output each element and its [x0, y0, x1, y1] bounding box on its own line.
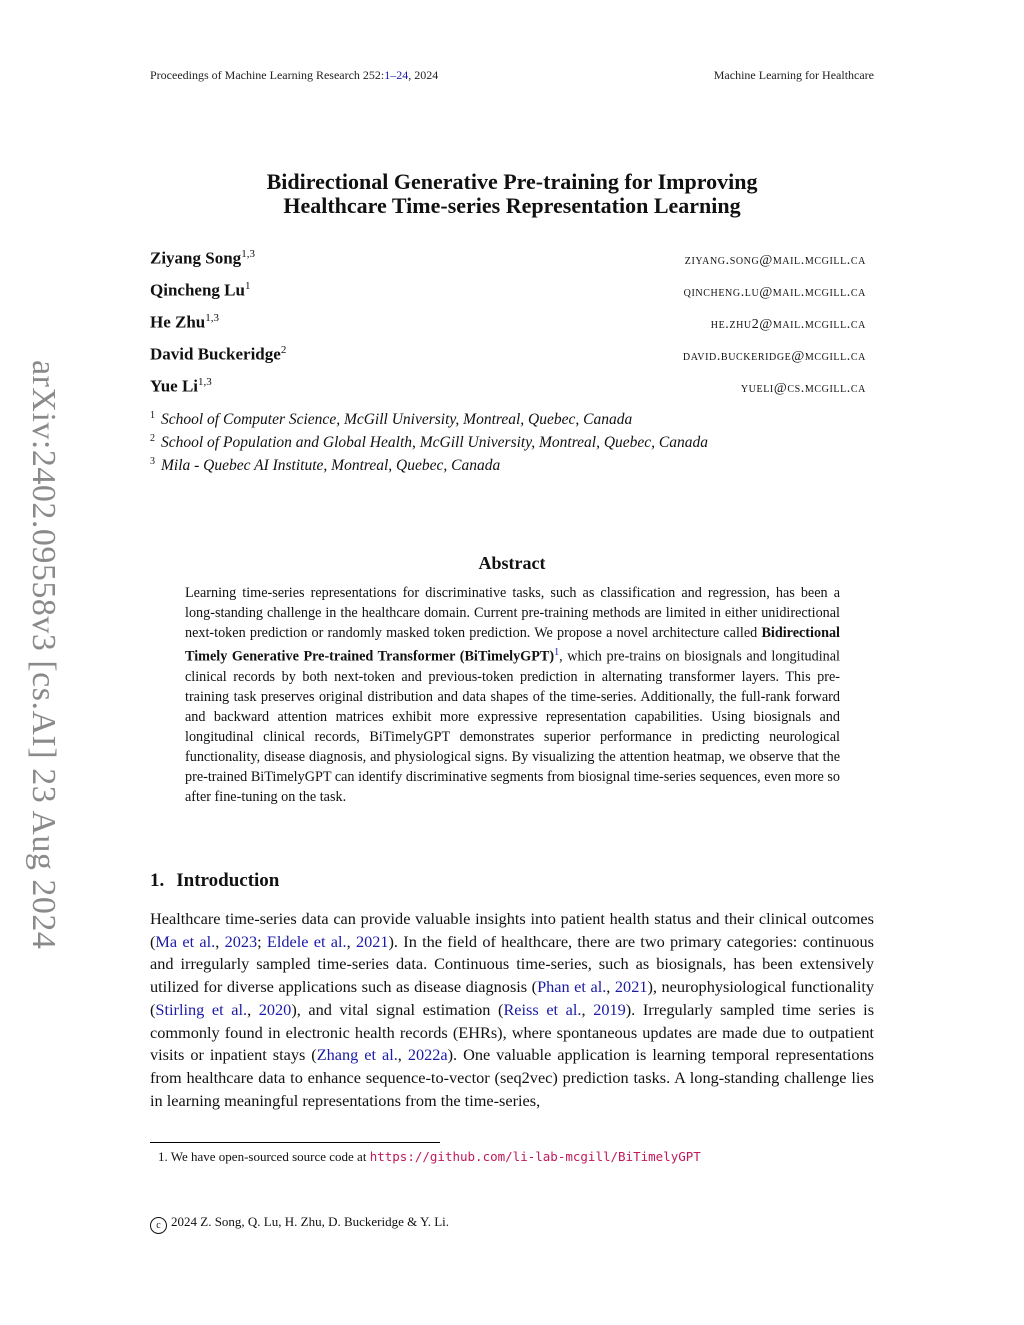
author-affiliation-mark: 1	[244, 280, 251, 292]
citation-link[interactable]: Zhang et al.	[316, 1045, 398, 1065]
author-email: ziyang.song@mail.mcgill.ca	[684, 252, 866, 268]
paper-title	[150, 170, 874, 218]
citation-link[interactable]: Phan et al.	[537, 977, 607, 997]
author-name: David Buckeridge$^2$	[150, 344, 287, 364]
abstract-heading: Abstract	[478, 553, 546, 573]
author-email: yueli@cs.mcgill.ca	[740, 380, 866, 396]
citation-link[interactable]: Ma et al.	[155, 931, 216, 951]
author-affiliation-mark: 1,3	[205, 312, 220, 324]
footnote-divider	[150, 1142, 440, 1143]
author-affiliation-mark: 1,3	[198, 376, 212, 388]
author-name: Yue Li$^{1,3}$	[150, 376, 212, 396]
author-name: Qincheng Lu$^1$	[150, 280, 251, 300]
introduction-paragraph: Healthcare time-series data can provide valuable insights into patient health status and their clinical outcomes (Ma et al., 2023; Eldele et al., 2021). In the field of healthcare, there are two primary categories: continuous and irregularly sampled time-series data. Continuous time-series, such as biosignals, has been extensively utilized for diverse applications such as disease diagnosis (Phan et al., 2021), neurophysiological functionality (Stirling et al., 2020), and vital signal estimation (Reiss et al., 2019). Irregularly sampled time series is commonly found in electronic health records (EHRs), where spontaneous updates are made due to outpatient visits or inpatient stays (Zhang et al., 2022a). One valuable application is learning temporal representations from healthcare data to enhance sequence-to-vector (seq2vec) prediction tasks. A long-standing challenge lies in learning meaningful representations from the time-series,	[150, 909, 875, 1110]
citation-link[interactable]: 2021	[355, 931, 389, 951]
abstract-body: Learning time-series representations for discriminative tasks, such as classification and regression, has been a long-standing challenge in the healthcare domain. Current pre-training methods are limited in either unidirectional next-token prediction or randomly masked token prediction. We propose a novel architecture called Bidirectional Timely Generative Pre-trained Transformer (BiTimelyGPT)$^1$, which pre-trains on biosignals and longitudinal clinical records by both next-token and previous-token prediction in alternating transformer layers. This pre-training task preserves original distribution and data shapes of the time-series. Additionally, the full-rank forward and backward attention matrices exhibit more expressive representation capabilities. Using biosignals and longitudinal clinical records, BiTimelyGPT demonstrates superior performance in predicting neurological functionality, disease diagnosis, and physiological signs. By visualizing the attention heatmap, we observe that the pre-trained BiTimelyGPT can identify discriminative segments from biosignal time-series sequences, even more so after fine-tuning on the task.	[185, 585, 840, 805]
citation-link[interactable]: 2020	[258, 999, 292, 1019]
footnote-ref-link[interactable]: 1	[554, 647, 560, 658]
citation-link[interactable]: Eldele et al.	[266, 931, 347, 951]
affiliation: $^2$ School of Population and Global Health, McGill University, Montreal, Quebec, Canada	[150, 433, 709, 452]
affiliation: $^3$ Mila - Quebec AI Institute, Montreal, Quebec, Canada	[150, 456, 501, 475]
running-head-left: Proceedings of Machine Learning Research 252:1–24, 2024	[150, 68, 439, 82]
model-name: Bidirectional Timely Generative Pre-trained Transformer (BiTimelyGPT)	[185, 625, 840, 665]
affiliation-list	[150, 410, 708, 479]
citation-link[interactable]: 2022a	[407, 1045, 448, 1065]
citation-link[interactable]: 2023	[224, 931, 258, 951]
copyright-icon: c	[150, 1217, 167, 1234]
copyright-line: c 2024 Z. Song, Q. Lu, H. Zhu, D. Buckeridge & Y. Li.	[150, 1214, 449, 1234]
citation-link[interactable]: 2019	[593, 999, 626, 1019]
citation-link[interactable]: Stirling et al.	[155, 999, 248, 1019]
page-range-end-link[interactable]: 24	[396, 68, 409, 82]
arxiv-stamp	[22, 360, 62, 950]
running-head-right: Machine Learning for Healthcare	[713, 68, 874, 82]
author-row	[150, 248, 866, 280]
author-row	[150, 376, 866, 408]
citation-link[interactable]: 2021	[614, 977, 648, 997]
author-row	[150, 280, 866, 312]
author-email: david.buckeridge@mcgill.ca	[682, 348, 866, 364]
author-row	[150, 344, 866, 376]
author-email: he.zhu2@mail.mcgill.ca	[710, 316, 866, 332]
section-heading-introduction: 1. Introduction	[150, 870, 280, 891]
author-row	[150, 312, 866, 344]
footnote: 1. We have open-sourced source code at https://github.com/li-lab-mcgill/BiTimelyGPT	[158, 1149, 701, 1164]
arxiv-stamp-text: arXiv:2402.09558v3 [cs.AI] 23 Aug 2024	[25, 360, 62, 950]
author-affiliation-mark: 2	[280, 344, 287, 356]
github-url-link[interactable]: https://github.com/li-lab-mcgill/BiTimelyGPT	[369, 1149, 701, 1164]
affiliation: $^1$ School of Computer Science, McGill University, Montreal, Quebec, Canada	[150, 410, 633, 429]
author-name: Ziyang Song$^{1,3}$	[150, 248, 255, 268]
author-affiliation-mark: 1,3	[241, 248, 255, 260]
author-email: qincheng.lu@mail.mcgill.ca	[683, 284, 866, 300]
citation-link[interactable]: Reiss et al.	[503, 999, 582, 1019]
page-range-start-link[interactable]: 1	[384, 68, 391, 82]
author-list	[150, 248, 866, 408]
author-name: He Zhu$^{1,3}$	[150, 312, 220, 332]
title-line-2: Healthcare Time-series Representation Learning	[283, 193, 741, 218]
title-line-1: Bidirectional Generative Pre-training for Improving	[266, 169, 758, 194]
